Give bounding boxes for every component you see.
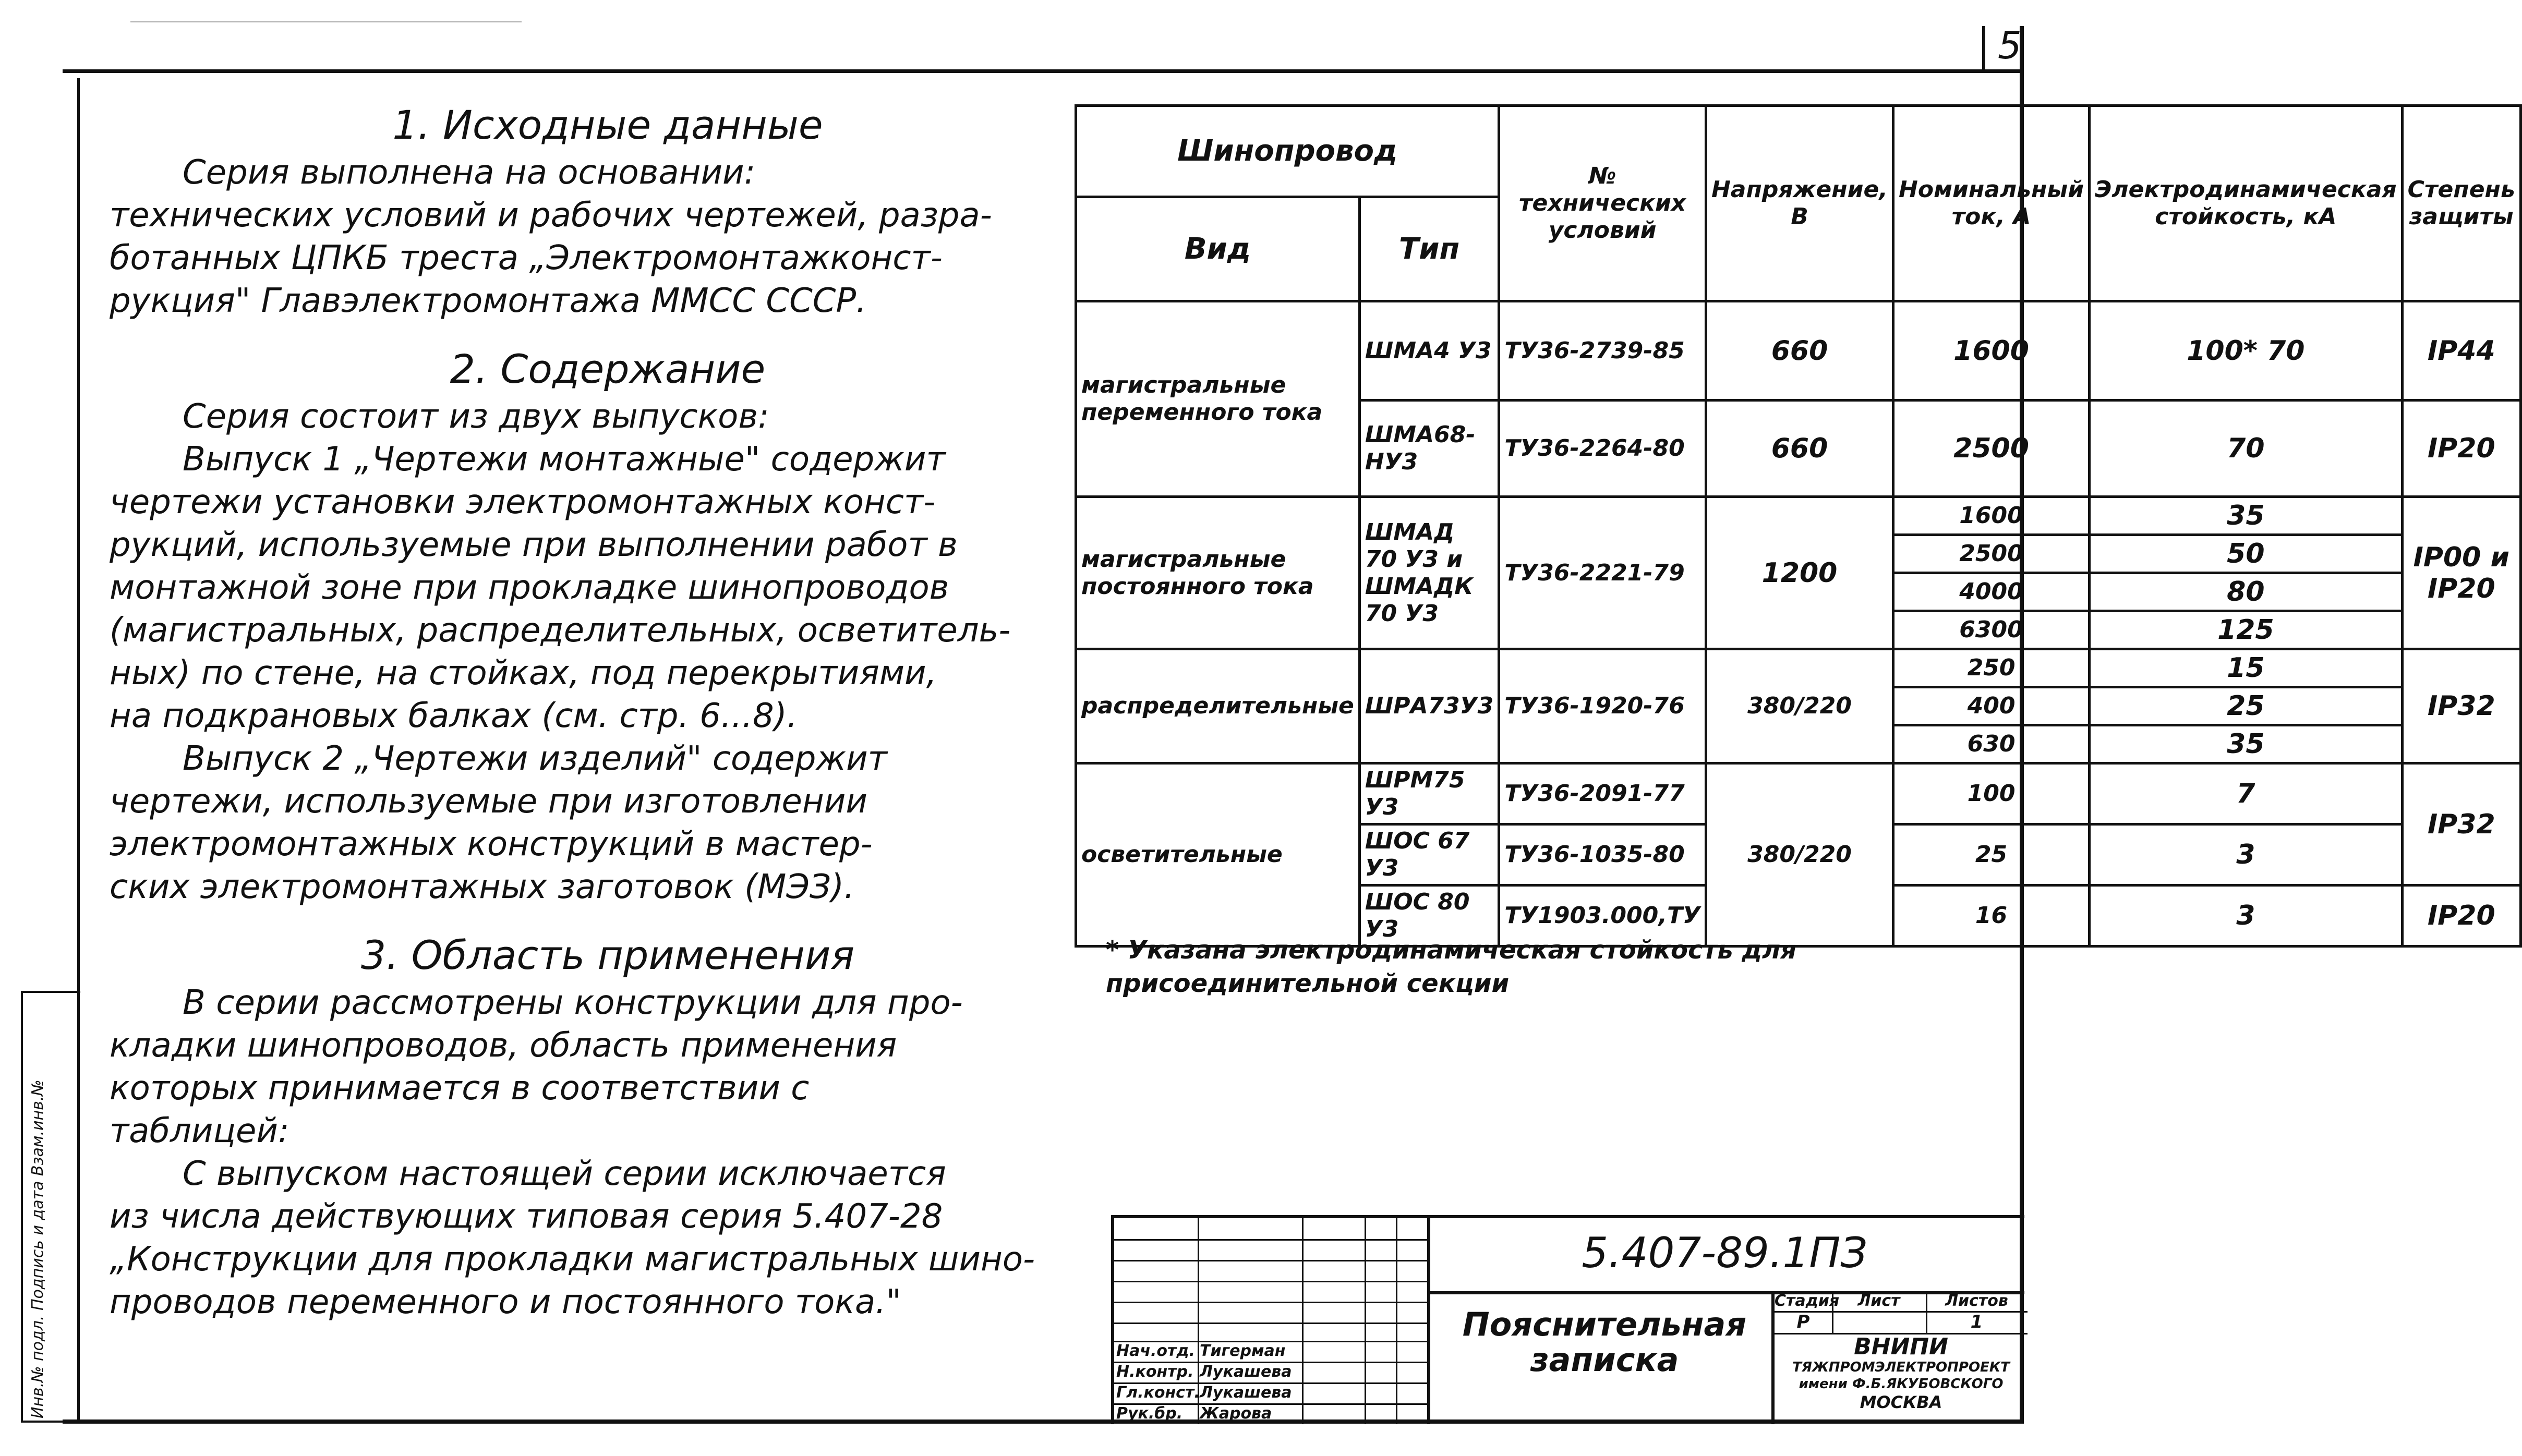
cell-current: 2500: [1893, 535, 2090, 573]
cell-tu: ТУ36-1920-76: [1499, 649, 1706, 763]
section-2-line: Серия состоит из двух выпусков:: [183, 397, 769, 436]
section-3-line: кладки шинопроводов, область применения: [110, 1026, 897, 1065]
section-3-line: В серии рассмотрены конструкции для про-: [183, 984, 963, 1022]
org-line-1: ВНИПИ: [1854, 1333, 1948, 1360]
cell-tu: ТУ36-2221-79: [1499, 497, 1706, 649]
cell-kind: распределительные: [1076, 649, 1360, 763]
cell-tu: ТУ36-2264-80: [1499, 401, 1706, 497]
cell-protection: IP32: [2402, 763, 2520, 885]
section-1-line: рукция" Главэлектромонтажа ММСС СССР.: [110, 282, 867, 320]
section-3-line: из числа действующих типовая серия 5.407-28: [110, 1197, 943, 1236]
cell-current: 400: [1893, 687, 2090, 725]
section-2-line: рукций, используемые при выполнении работ в: [110, 526, 958, 564]
cell-tu: ТУ1903.000,ТУ: [1499, 885, 1706, 947]
section-2-line: чертежи, используемые при изготовлении: [110, 782, 867, 821]
section-3-line: С выпуском настоящей серии исключается: [183, 1155, 946, 1193]
cell-voltage: 1200: [1706, 497, 1893, 649]
cell-protection: IP20: [2402, 401, 2520, 497]
cell-current: 250: [1893, 649, 2090, 687]
cell-current: 100: [1893, 763, 2090, 824]
document-title-line-1: Пояснительная: [1462, 1305, 1747, 1343]
document-code: 5.407-89.1ПЗ: [1582, 1229, 1867, 1277]
section-2-line: на подкрановых балках (см. стр. 6...8).: [110, 697, 798, 735]
cell-tu: ТУ36-2091-77: [1499, 763, 1706, 824]
cell-type: ШРА73У3: [1359, 649, 1499, 763]
signature-row: [1114, 1362, 1427, 1382]
frame-top-line: [63, 69, 2024, 73]
cell-stability: 100* 70: [2090, 301, 2403, 401]
sheet-label: Лист: [1857, 1292, 1900, 1310]
th-current: Номинальный ток, А: [1893, 106, 2090, 301]
person-name: Лукашева: [1200, 1363, 1292, 1381]
cell-current: 1600: [1893, 301, 2090, 401]
stage-sheet-block: [1771, 1291, 2028, 1424]
cell-stability: 50: [2090, 535, 2403, 573]
section-2-line: Выпуск 2 „Чертежи изделий" содержит: [183, 739, 887, 778]
org-line-2: ТЯЖПРОМЭЛЕКТРОПРОЕКТ: [1792, 1360, 2010, 1375]
cell-kind: осветительные: [1076, 763, 1360, 947]
th-busway: Шинопровод: [1076, 106, 1499, 197]
cell-protection: IP20: [2402, 885, 2520, 947]
th-stability: Электродинамическая стойкость, кА: [2090, 106, 2403, 301]
cell-kind: магистральные переменного тока: [1076, 301, 1360, 497]
cell-voltage: 380/220: [1706, 649, 1893, 763]
cell-current: 1600: [1893, 497, 2090, 535]
th-type: Тип: [1359, 197, 1499, 301]
cell-tu: ТУ36-1035-80: [1499, 824, 1706, 885]
page-number: 5: [1998, 23, 2022, 67]
section-2-line: (магистральных, распределительных, осветитель-: [110, 611, 1011, 650]
sheets-label: Листов: [1945, 1292, 2008, 1310]
cell-protection: IP44: [2402, 301, 2520, 401]
signature-row: [1114, 1403, 1427, 1424]
stage-value: Р: [1796, 1312, 1810, 1332]
role-label: Рук.бр.: [1116, 1404, 1183, 1423]
document-title: [1438, 1307, 1771, 1378]
section-2-line: чертежи установки электромонтажных конст-: [110, 483, 936, 521]
cell-protection: IP32: [2402, 649, 2520, 763]
busway-table: [1075, 104, 2522, 948]
cell-protection: IP00 и IP20: [2402, 497, 2520, 649]
org-line-4: МОСКВА: [1860, 1392, 1942, 1412]
top-faint-line: [130, 21, 522, 22]
text-column: [110, 99, 1106, 1324]
cell-stability: 3: [2090, 885, 2403, 947]
section-3-heading: 3. Область применения: [360, 932, 855, 978]
section-2-heading: 2. Содержание: [450, 346, 766, 392]
signature-row: [1114, 1341, 1427, 1362]
role-label: Н.контр.: [1116, 1363, 1194, 1381]
cell-stability: 80: [2090, 573, 2403, 611]
section-3-line: таблицей:: [110, 1112, 289, 1150]
cell-voltage: 380/220: [1706, 763, 1893, 947]
signatures-list: [1114, 1341, 1427, 1424]
section-2-line: ских электромонтажных заготовок (МЭЗ).: [110, 868, 855, 906]
cell-tu: ТУ36-2739-85: [1499, 301, 1706, 401]
section-2-line: Выпуск 1 „Чертежи монтажные" содержит: [183, 440, 946, 479]
person-name: Жарова: [1200, 1404, 1272, 1423]
section-1-line: технических условий и рабочих чертежей, разра-: [110, 196, 992, 235]
cell-current: 25: [1893, 824, 2090, 885]
cell-stability: 35: [2090, 725, 2403, 763]
section-1-line: Серия выполнена на основании:: [183, 153, 756, 192]
section-1-line: ботанных ЦПКБ треста „Электромонтажконст-: [110, 239, 943, 277]
org-line-3: имени Ф.Б.ЯКУБОВСКОГО: [1799, 1376, 2004, 1392]
cell-type: ШМА68-НУ3: [1359, 401, 1499, 497]
section-3-line: проводов переменного и постоянного тока.": [110, 1283, 901, 1321]
document-title-line-2: записка: [1530, 1341, 1679, 1379]
cell-type: ШОС 80 У3: [1359, 885, 1499, 947]
section-2-line: монтажной зоне при прокладке шинопроводов: [110, 568, 949, 607]
person-name: Тигерман: [1200, 1342, 1286, 1360]
th-kind: Вид: [1076, 197, 1360, 301]
cell-current: 6300: [1893, 611, 2090, 649]
cell-current: 2500: [1893, 401, 2090, 497]
section-3-line: которых принимается в соответствии с: [110, 1069, 810, 1108]
cell-stability: 7: [2090, 763, 2403, 824]
title-block: [1111, 1215, 2024, 1424]
cell-type: ШРМ75 У3: [1359, 763, 1499, 824]
th-voltage: Напряжение, В: [1706, 106, 1893, 301]
section-1-heading: 1. Исходные данные: [392, 102, 823, 148]
section-2-line: ных) по стене, на стойках, под перекрытиями,: [110, 654, 937, 693]
cell-type: ШМА4 У3: [1359, 301, 1499, 401]
cell-current: 16: [1893, 885, 2090, 947]
role-label: Нач.отд.: [1116, 1342, 1195, 1360]
cell-current: 630: [1893, 725, 2090, 763]
section-2-line: электромонтажных конструкций в мастер-: [110, 825, 873, 864]
cell-stability: 15: [2090, 649, 2403, 687]
cell-stability: 3: [2090, 824, 2403, 885]
cell-kind: магистральные постоянного тока: [1076, 497, 1360, 649]
person-name: Лукашева: [1200, 1384, 1292, 1402]
signature-row: [1114, 1382, 1427, 1403]
table-footnote: * Указана электродинамическая стойкость для присоединительной секции: [1106, 936, 1797, 998]
cell-stability: 35: [2090, 497, 2403, 535]
cell-current: 4000: [1893, 573, 2090, 611]
cell-stability: 25: [2090, 687, 2403, 725]
role-label: Гл.конст.: [1116, 1384, 1200, 1402]
sidebar-text: Инв.№ подл. Подпись и дата Взам.инв.№: [29, 1079, 47, 1418]
cell-type: ШОС 67 У3: [1359, 824, 1499, 885]
th-tu: № технических условий: [1499, 106, 1706, 301]
organization: [1775, 1335, 2028, 1412]
cell-voltage: 660: [1706, 401, 1893, 497]
th-protection: Степень защиты: [2402, 106, 2520, 301]
section-3-line: „Конструкции для прокладки магистральных шино-: [110, 1240, 1035, 1279]
sheets-value: 1: [1970, 1312, 1983, 1332]
cell-stability: 70: [2090, 401, 2403, 497]
stage-label: Стадия: [1775, 1292, 1840, 1310]
cell-voltage: 660: [1706, 301, 1893, 401]
cell-stability: 125: [2090, 611, 2403, 649]
cell-type: ШМАД 70 У3 и ШМАДК 70 У3: [1359, 497, 1499, 649]
